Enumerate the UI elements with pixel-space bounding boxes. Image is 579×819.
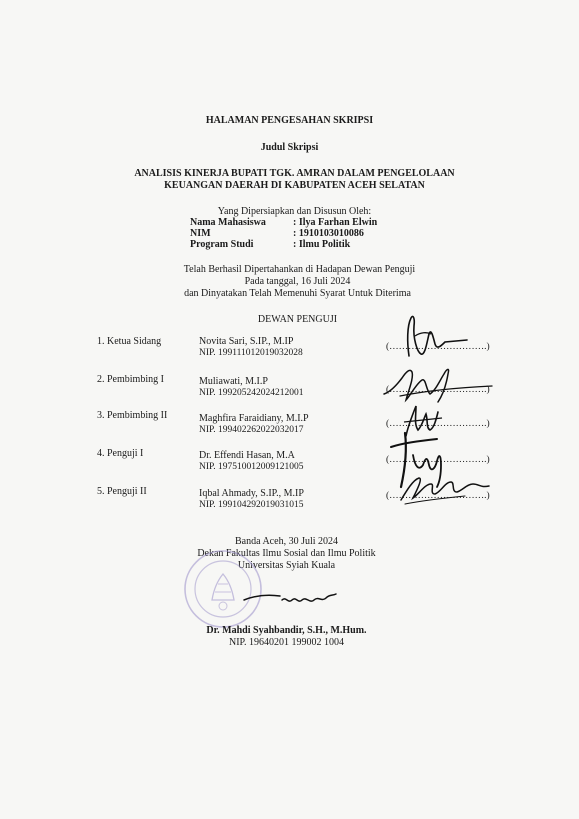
signature-line: (………………………….) [386,385,490,395]
student-prodi-value: : Ilmu Politik [293,239,351,250]
student-nim-value: : 1910103010086 [293,228,364,239]
examiner-nip: NIP. 199104292019031015 [199,500,304,510]
student-nim-label: NIM [190,228,211,239]
student-prodi-label: Program Studi [190,239,254,250]
student-prodi-row [190,239,350,250]
thesis-title-line-1: ANALISIS KINERJA BUPATI TGK. AMRAN DALAM PENGELOLAAN [134,168,455,179]
examiner-nip: NIP. 197510012009121005 [199,462,304,472]
signature-line: (………………………….) [386,342,490,352]
university-name: Universitas Syiah Kuala [237,560,336,571]
student-name-value: : Ilya Farhan Elwin [293,217,378,228]
student-nim-row [190,228,364,239]
examiner-role: 1. Ketua Sidang [97,336,162,347]
examiner-nip: NIP. 199111012019032028 [199,348,303,358]
signature-examiner-1 [395,312,475,362]
thesis-title-label: Judul Skripsi [260,142,319,153]
examiner-name: Novita Sari, S.IP., M.IP [199,336,294,347]
signature-dean [240,584,340,610]
examiner-name: Muliawati, M.I.P [199,376,268,387]
defense-date: Pada tanggal, 16 Juli 2024 [244,276,351,287]
dean-name: Dr. Mahdi Syahbandir, S.H., M.Hum. [206,625,367,636]
student-name-label: Nama Mahasiswa [190,217,266,228]
prepared-by: Yang Dipersiapkan dan Disusun Oleh: [217,206,372,217]
signature-examiner-5 [395,470,495,510]
examiner-nip: NIP. 199205242024212001 [199,388,304,398]
examiner-role: 5. Penguji II [97,486,147,497]
examiner-name: Maghfira Faraidiany, M.I.P [199,413,309,424]
place-date: Banda Aceh, 30 Juli 2024 [234,536,339,547]
defense-statement-line-3: dan Dinyatakan Telah Memenuhi Syarat Untuk Diterima [184,288,411,299]
thesis-title-line-2: KEUANGAN DAERAH DI KABUPATEN ACEH SELATAN [164,180,425,191]
signature-line: (………………………….) [386,491,490,501]
signature-line: (………………………….) [386,419,490,429]
examiner-nip: NIP. 199402262022032017 [199,425,304,435]
student-name-row [190,217,377,228]
examiner-role: 3. Pembimbing II [97,410,168,421]
dean-title: Dekan Fakultas Ilmu Sosial dan Ilmu Politik [197,548,376,559]
defense-statement-line-1: Telah Berhasil Dipertahankan di Hadapan Dewan Penguji [183,264,416,275]
dean-nip: NIP. 19640201 199002 1004 [228,637,344,648]
examiner-role: 2. Pembimbing I [97,374,164,385]
examiner-name: Dr. Effendi Hasan, M.A [199,450,295,461]
page-title: HALAMAN PENGESAHAN SKRIPSI [205,115,374,126]
examiner-role: 4. Penguji I [97,448,144,459]
examiner-name: Iqbal Ahmady, S.IP., M.IP [199,488,304,499]
board-title: DEWAN PENGUJI [257,314,338,325]
signature-line: (………………………….) [386,455,490,465]
